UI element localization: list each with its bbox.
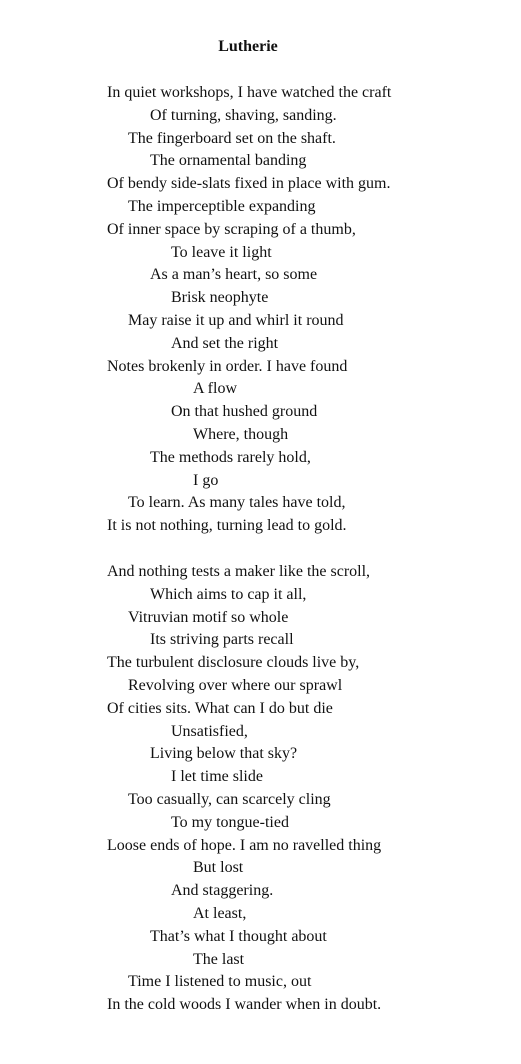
poem-line: Time I listened to music, out	[128, 973, 312, 991]
poem-line: Revolving over where our sprawl	[128, 677, 343, 694]
poem-line: Its striving parts recall	[150, 631, 294, 649]
poem-line: And nothing tests a maker like the scroll,	[107, 563, 371, 580]
poem-line: May raise it up and whirl it round	[128, 312, 344, 329]
poem-line: Loose ends of hope. I am no ravelled thing	[107, 836, 382, 854]
poem-line: A flow	[193, 380, 237, 398]
poem-line: The ornamental banding	[150, 152, 307, 170]
poem-line: Brisk neophyte	[171, 289, 269, 307]
poem-line: The methods rarely hold,	[150, 448, 311, 466]
poem-line: To my tongue-tied	[171, 813, 289, 831]
poem-line: Too casually, can scarcely cling	[128, 791, 331, 808]
poem-line: But lost	[193, 859, 244, 877]
poem-line: The last	[193, 950, 245, 968]
poem-line: Notes brokenly in order. I have found	[107, 357, 348, 375]
poem-line: As a man’s heart, so some	[150, 266, 318, 284]
poem-line: And staggering.	[171, 882, 274, 900]
poem-line: Which aims to cap it all,	[150, 585, 307, 603]
poem-line: Vitruvian motif so whole	[128, 608, 289, 626]
poem-line: It is not nothing, turning lead to gold.	[107, 517, 347, 535]
poem-line: To leave it light	[171, 243, 272, 261]
poem-line: Of bendy side-slats fixed in place with gum.	[107, 175, 391, 193]
poem-line: I go	[193, 471, 219, 489]
poem-line: Of inner space by scraping of a thumb,	[107, 220, 356, 238]
poem-line: Where, though	[193, 426, 289, 443]
poem-line: Of turning, shaving, sanding.	[150, 106, 337, 124]
poem-line: To learn. As many tales have told,	[128, 494, 346, 512]
poem-line: The turbulent disclosure clouds live by,	[107, 654, 360, 672]
poem-line: That’s what I thought about	[150, 927, 327, 945]
poem-line: At least,	[193, 905, 247, 922]
poem-line: In quiet workshops, I have watched the craft	[107, 84, 392, 101]
poem-line: Living below that sky?	[150, 745, 298, 763]
poem-line: Of cities sits. What can I do but die	[107, 699, 333, 717]
poem-line: In the cold woods I wander when in doubt.	[107, 996, 382, 1014]
poem-title: Lutherie	[218, 38, 278, 55]
poem-line: And set the right	[171, 334, 279, 352]
poem-line: On that hushed ground	[171, 403, 318, 421]
poem-line: The imperceptible expanding	[128, 198, 316, 215]
poem-line: The fingerboard set on the shaft.	[128, 129, 336, 147]
poem-line: I let time slide	[171, 768, 263, 786]
poem-line: Unsatisfied,	[171, 722, 248, 740]
